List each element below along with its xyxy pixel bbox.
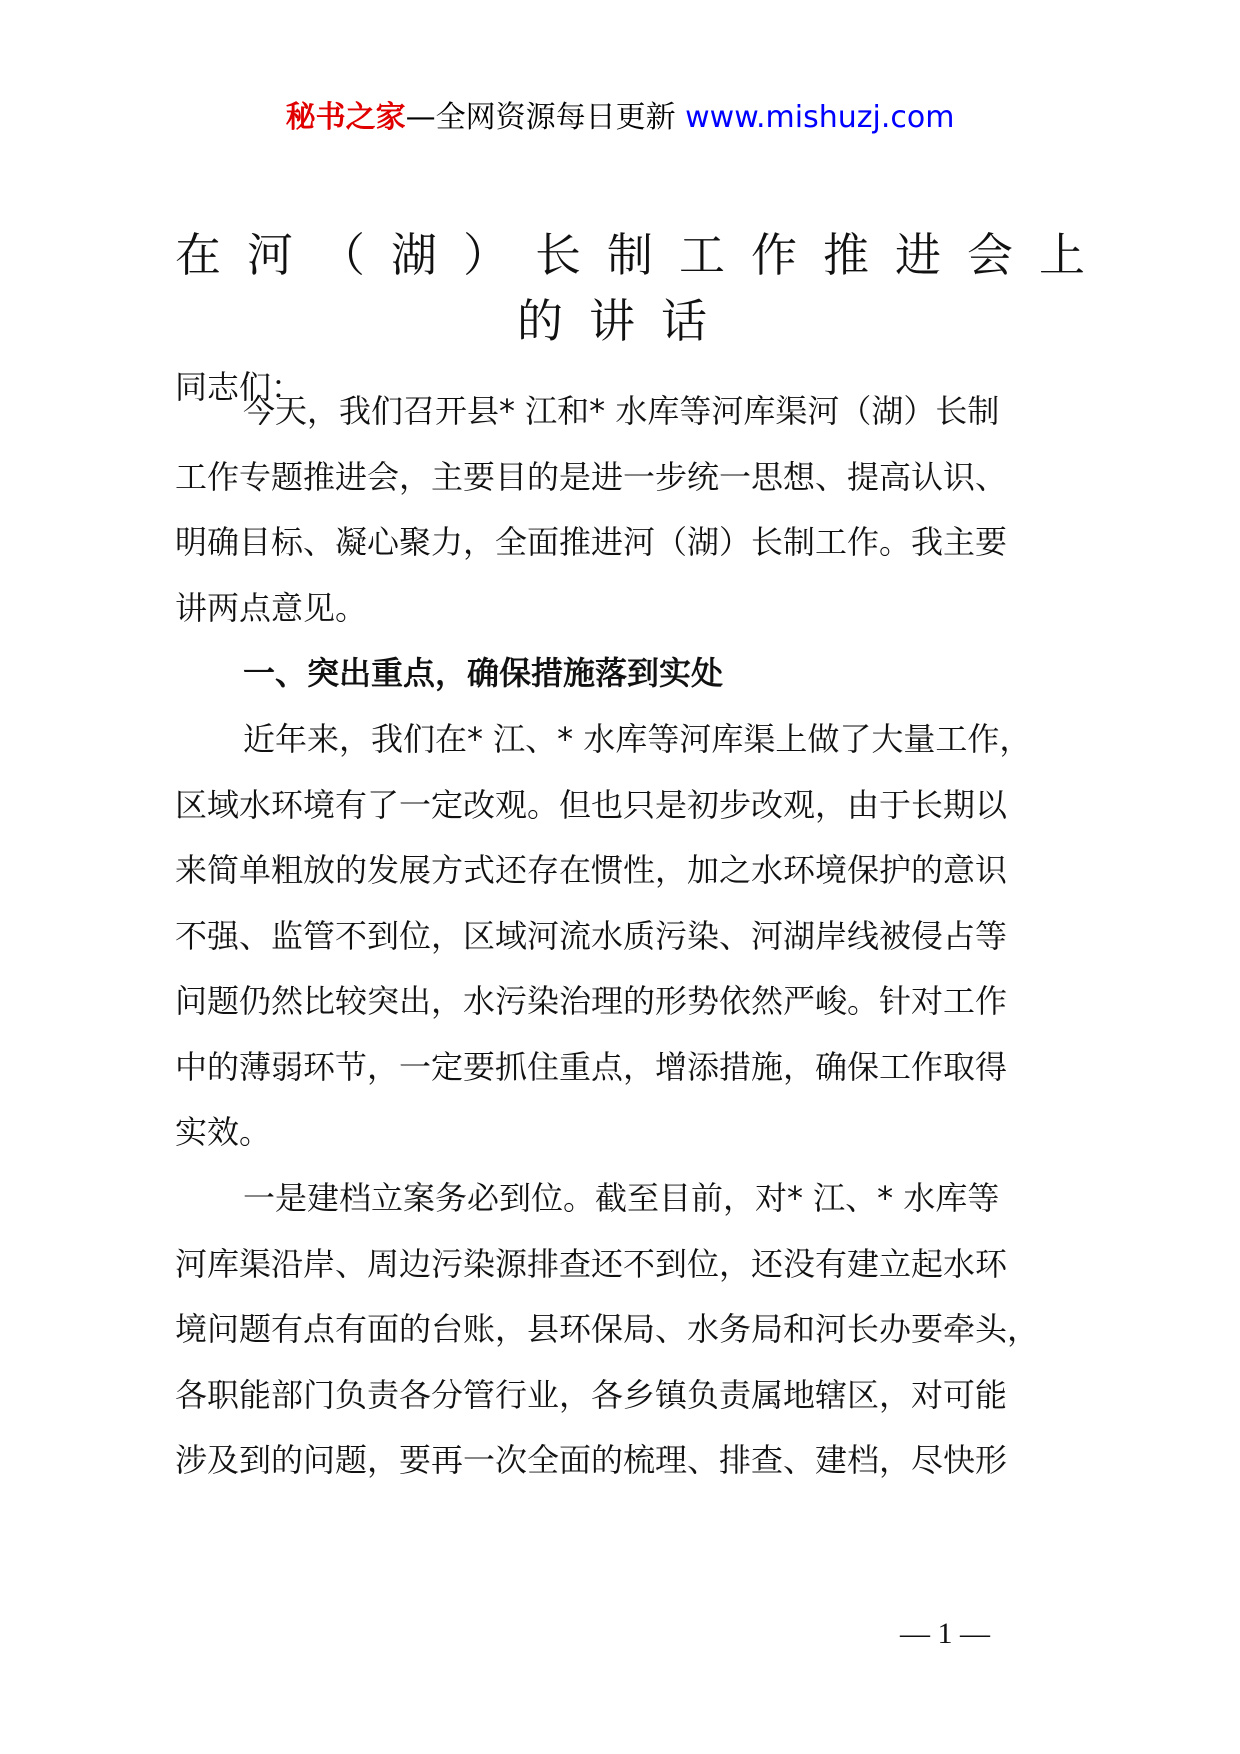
title-line-1: 在河（湖）长制工作推进会上	[175, 228, 1111, 282]
section-heading-1	[175, 641, 1085, 707]
paragraph-line: 不强、监管不到位，区域河流水质污染、河湖岸线被侵占等	[175, 916, 1008, 955]
paragraph-line: 河库渠沿岸、周边污染源排查还不到位，还没有建立起水环	[175, 1244, 1008, 1283]
site-banner	[0, 98, 1240, 138]
paragraph-line: 工作专题推进会，主要目的是进一步统一思想、提高认识、	[175, 457, 1008, 496]
title-line-2: 的讲话	[517, 294, 733, 348]
paragraph-recent-years	[175, 707, 1085, 1166]
paragraph-line: 问题仍然比较突出，水污染治理的形势依然严峻。针对工作	[175, 982, 1008, 1020]
paragraph-intro	[175, 379, 1085, 641]
page-number: — 1 —	[900, 1617, 990, 1650]
section-heading-text: 一、突出重点，确保措施落到实处	[243, 654, 724, 692]
paragraph-line: 各职能部门负责各分管行业，各乡镇负责属地辖区，对可能	[175, 1375, 1008, 1414]
salutation: 同志们：	[175, 368, 304, 406]
document-title	[175, 222, 1111, 354]
paragraph-line: 近年来，我们在* 江、* 水库等河库渠上做了大量工作，	[243, 720, 1032, 758]
site-url-link[interactable]: www.mishuzj.com	[685, 100, 955, 135]
paragraph-line: 实效。	[175, 1113, 272, 1151]
paragraph-line: 区域水环境有了一定改观。但也只是初步改观，由于长期以	[175, 785, 1008, 824]
paragraph-line: 中的薄弱环节，一定要抓住重点，增添措施，确保工作取得	[175, 1047, 1008, 1086]
paragraph-line: 涉及到的问题，要再一次全面的梳理、排查、建档，尽快形	[175, 1441, 1008, 1479]
paragraph-line: 明确目标、凝心聚力，全面推进河（湖）长制工作。我主要	[175, 523, 1008, 561]
paragraph-point-one	[175, 1166, 1085, 1494]
paragraph-line: 一是建档立案务必到位。截至目前，对* 江、* 水库等	[243, 1179, 1000, 1217]
site-tagline: —全网资源每日更新	[405, 100, 686, 135]
paragraph-line: 来简单粗放的发展方式还存在惯性，加之水环境保护的意识	[175, 851, 1008, 889]
paragraph-line: 讲两点意见。	[175, 588, 368, 627]
paragraph-line: 今天，我们召开县* 江和* 水库等河库渠河（湖）长制	[243, 392, 1000, 430]
site-brand: 秘书之家	[285, 100, 406, 135]
paragraph-line: 境问题有点有面的台账，县环保局、水务局和河长办要牵头，	[175, 1310, 1040, 1348]
